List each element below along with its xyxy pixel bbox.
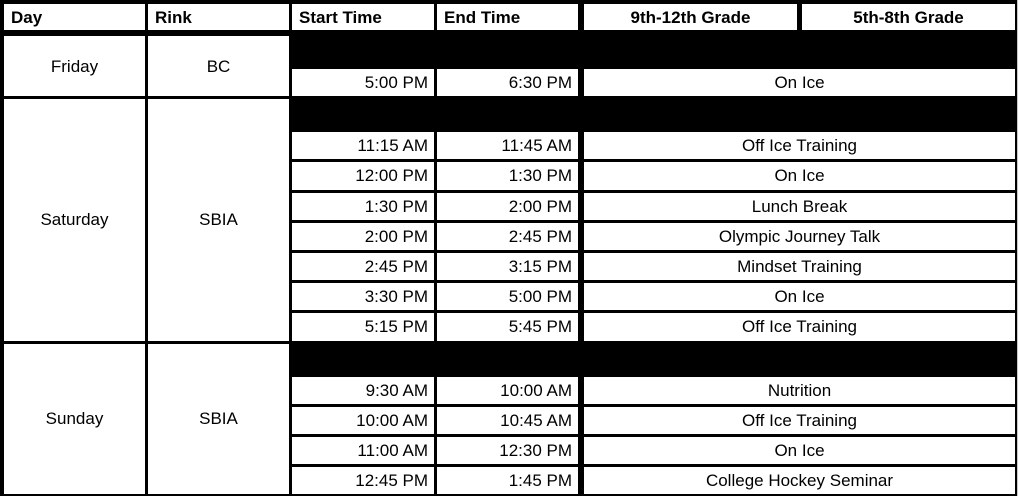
- end-time-cell: 6:30 PM: [437, 69, 578, 96]
- header-start-time: Start Time: [292, 4, 434, 30]
- start-time-cell: 5:15 PM: [292, 313, 434, 340]
- day-cell: Saturday: [4, 99, 145, 340]
- end-time-cell: 10:45 AM: [437, 407, 578, 434]
- activity-cell: College Hockey Seminar: [584, 467, 1015, 494]
- activity-cell: Lunch Break: [584, 193, 1015, 220]
- rink-cell: SBIA: [148, 99, 289, 340]
- start-time-cell: 2:00 PM: [292, 223, 434, 250]
- day-cell: Sunday: [4, 344, 145, 495]
- header-rink: Rink: [148, 4, 289, 30]
- end-time-cell: 2:45 PM: [437, 223, 578, 250]
- end-time-cell: 10:00 AM: [437, 377, 578, 404]
- end-time-cell: 5:45 PM: [437, 313, 578, 340]
- end-time-cell: 11:45 AM: [437, 132, 578, 159]
- end-time-cell: 5:00 PM: [437, 283, 578, 310]
- start-time-cell: 11:15 AM: [292, 132, 434, 159]
- activity-cell: Off Ice Training: [584, 407, 1015, 434]
- header-grade-5-8: 5th-8th Grade: [802, 4, 1015, 30]
- header-grade-9-12: 9th-12th Grade: [584, 4, 797, 30]
- activity-cell: Off Ice Training: [584, 313, 1015, 340]
- sheet-margin: [1018, 0, 1024, 496]
- end-time-cell: 2:00 PM: [437, 193, 578, 220]
- rink-cell: BC: [148, 36, 289, 96]
- start-time-cell: 12:45 PM: [292, 467, 434, 494]
- activity-cell: Olympic Journey Talk: [584, 223, 1015, 250]
- end-time-cell: 3:15 PM: [437, 253, 578, 280]
- start-time-cell: 5:00 PM: [292, 69, 434, 96]
- activity-cell: On Ice: [584, 437, 1015, 464]
- start-time-cell: 2:45 PM: [292, 253, 434, 280]
- header-day: Day: [4, 4, 145, 30]
- end-time-cell: 1:30 PM: [437, 162, 578, 189]
- activity-cell: Nutrition: [584, 377, 1015, 404]
- activity-cell: On Ice: [584, 69, 1015, 96]
- header-end-time: End Time: [437, 4, 578, 30]
- end-time-cell: 12:30 PM: [437, 437, 578, 464]
- start-time-cell: 10:00 AM: [292, 407, 434, 434]
- start-time-cell: 3:30 PM: [292, 283, 434, 310]
- day-cell: Friday: [4, 36, 145, 96]
- activity-cell: Mindset Training: [584, 253, 1015, 280]
- activity-cell: On Ice: [584, 283, 1015, 310]
- end-time-cell: 1:45 PM: [437, 467, 578, 494]
- activity-cell: Off Ice Training: [584, 132, 1015, 159]
- rink-cell: SBIA: [148, 344, 289, 495]
- activity-cell: On Ice: [584, 162, 1015, 189]
- start-time-cell: 1:30 PM: [292, 193, 434, 220]
- start-time-cell: 12:00 PM: [292, 162, 434, 189]
- start-time-cell: 11:00 AM: [292, 437, 434, 464]
- start-time-cell: 9:30 AM: [292, 377, 434, 404]
